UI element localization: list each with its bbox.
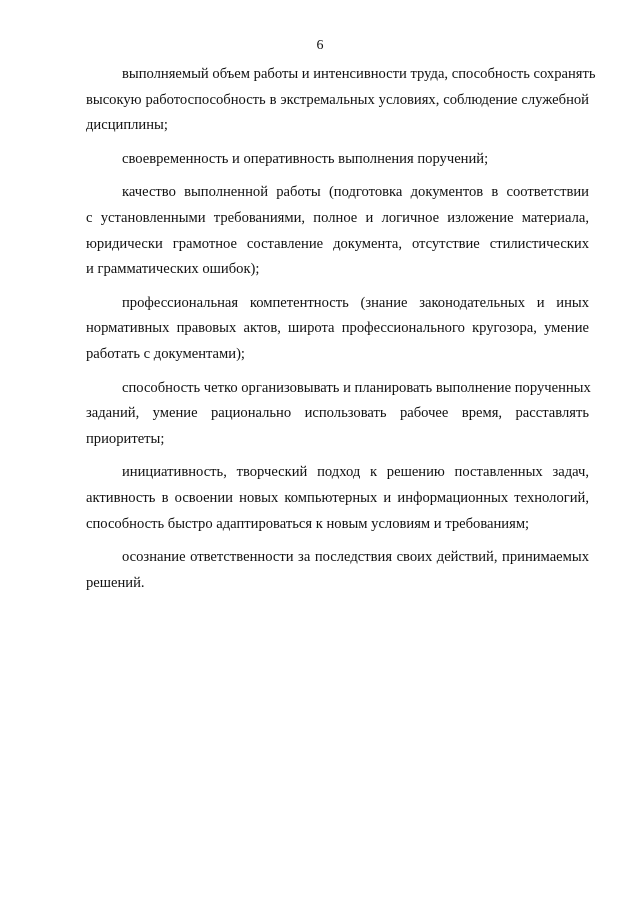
- text-line: и грамматических ошибок);: [86, 261, 260, 278]
- text-line: дисциплины;: [86, 117, 168, 134]
- text-line: способность четко организовывать и планировать выполнение порученных: [122, 379, 591, 396]
- text-line: высокую работоспособность в экстремальных условиях, соблюдение служебной: [86, 91, 589, 108]
- text-line: инициативность, творческий подход к решению поставленных задач,: [122, 464, 589, 481]
- text-line: выполняемый объем работы и интенсивности труда, способность сохранять: [122, 66, 596, 82]
- text-line: нормативных правовых актов, широта профессионального кругозора, умение: [86, 320, 589, 337]
- text-line: активность в освоении новых компьютерных и информационных технологий,: [86, 489, 589, 506]
- text-line: с установленными требованиями, полное и логичное изложение материала,: [86, 209, 589, 226]
- paragraph-timeliness: [86, 147, 589, 173]
- text-line: заданий, умение рационально использовать рабочее время, расставлять: [86, 405, 589, 422]
- paragraph-competence: [86, 291, 589, 368]
- paragraph-quality: [86, 180, 589, 282]
- paragraph-organization: [86, 376, 589, 453]
- text-line: приоритеты;: [86, 430, 165, 447]
- paragraph-initiative: [86, 460, 589, 537]
- document-body: [86, 62, 596, 604]
- paragraph-workload: [86, 62, 596, 139]
- text-line: осознание ответственности за последствия своих действий, принимаемых: [122, 549, 589, 566]
- text-line: способность быстро адаптироваться к новым условиям и требованиям;: [86, 515, 530, 532]
- text-line: работать с документами);: [86, 345, 245, 362]
- text-line: юридически грамотное составление документа, отсутствие стилистических: [86, 235, 589, 252]
- page-number: 6: [316, 38, 324, 53]
- text-line: профессиональная компетентность (знание законодательных и иных: [122, 294, 589, 311]
- text-line: решений.: [86, 574, 145, 591]
- paragraph-responsibility: [86, 545, 589, 596]
- text-line: качество выполненной работы (подготовка документов в соответствии: [122, 184, 589, 201]
- text-line: своевременность и оперативность выполнения поручений;: [122, 150, 489, 167]
